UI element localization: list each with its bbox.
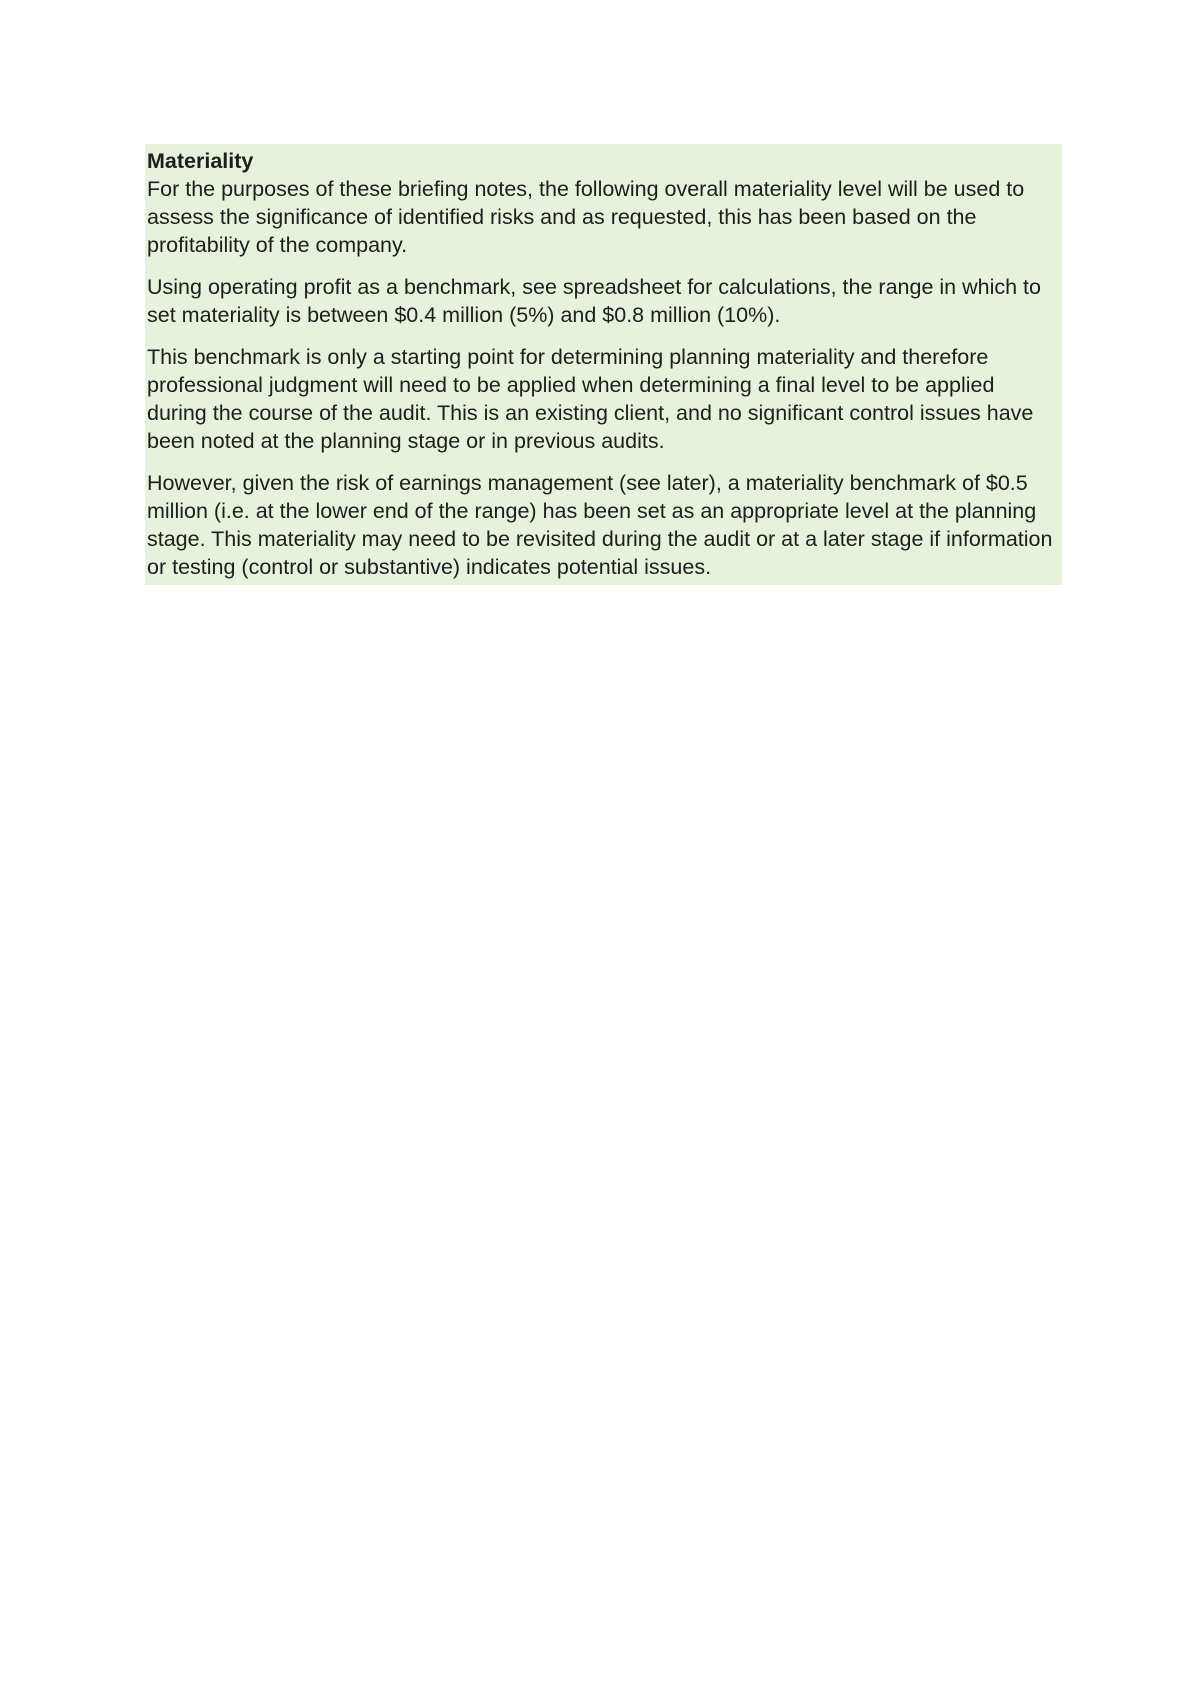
- paragraph-professional-judgment: This benchmark is only a starting point for determining planning materiality and therefore professional judgment will need to be applied when determining a final level to be applied during the course of the audit. This is an existing client, and no significant control issues have been noted at the planning stage or in previous audits.: [147, 345, 1034, 453]
- paragraph-purpose: For the purposes of these briefing notes, the following overall materiality level will be used to assess the significance of identified risks and as requested, this has been based on the profitability of the company.: [147, 177, 1025, 257]
- section-heading: Materiality: [147, 149, 254, 173]
- materiality-note-box: [145, 144, 1062, 585]
- paragraph-materiality-level: However, given the risk of earnings management (see later), a materiality benchmark of $0.5 million (i.e. at the lower end of the range) has been set as an appropriate level at the planning stage. This materiality may need to be revisited during the audit or at a later stage if information or testing (control or substantive) indicates potential issues.: [147, 471, 1053, 579]
- paragraph-benchmark-range: Using operating profit as a benchmark, see spreadsheet for calculations, the range in which to set materiality is between $0.4 million (5%) and $0.8 million (10%).: [147, 275, 1041, 327]
